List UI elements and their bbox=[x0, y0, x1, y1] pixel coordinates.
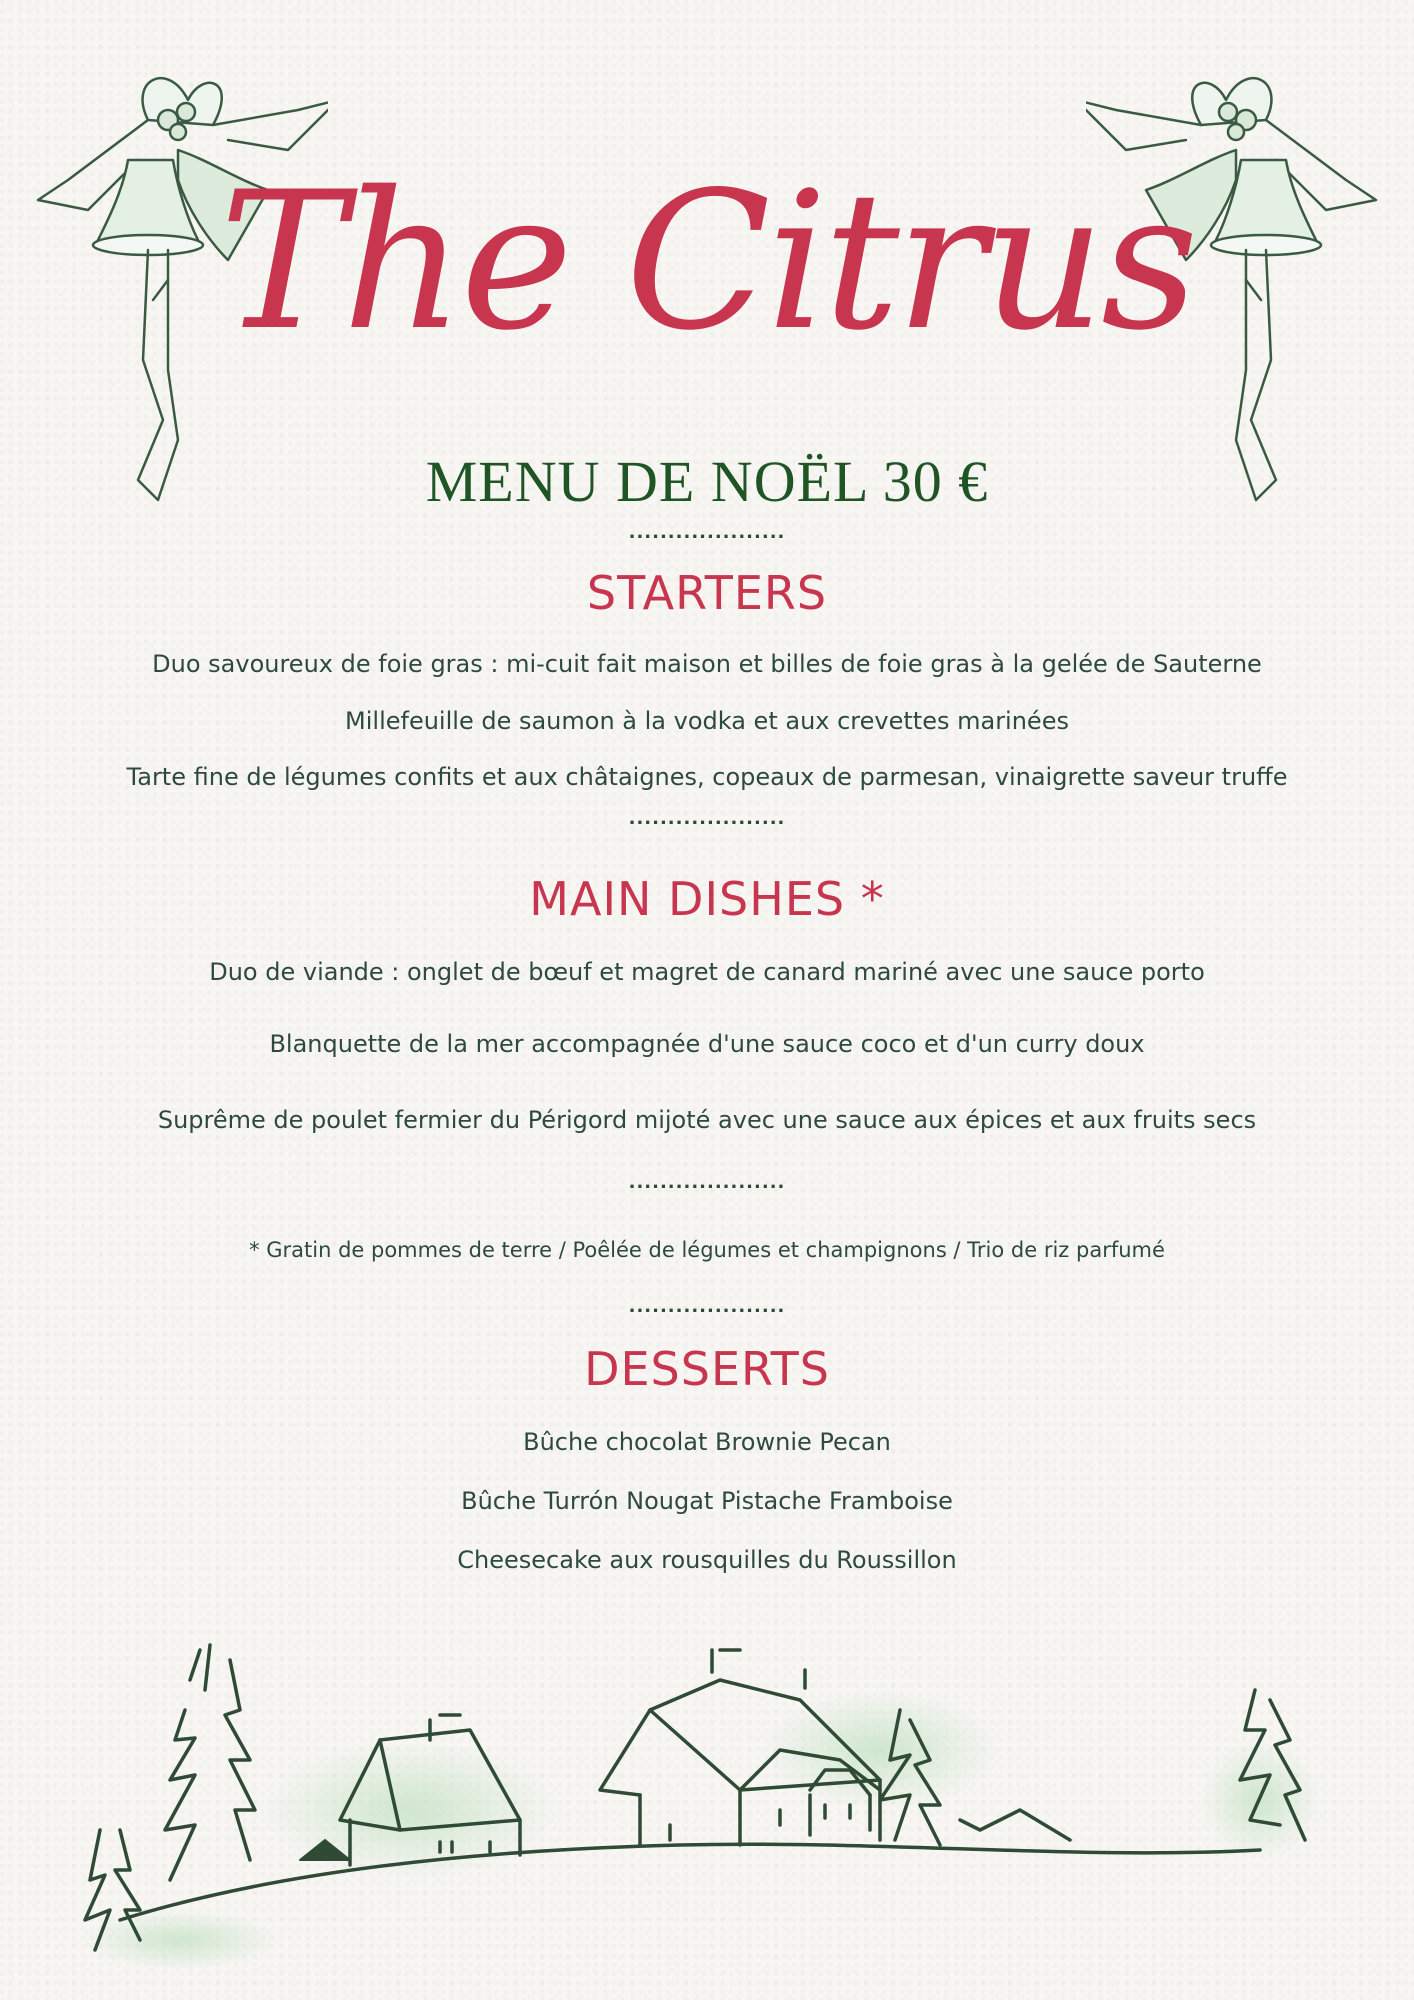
section-heading-main-dishes: MAIN DISHES * bbox=[529, 872, 885, 926]
winter-village-illustration bbox=[80, 1620, 1340, 1980]
divider: .................... bbox=[628, 1296, 786, 1317]
divider: .................... bbox=[628, 522, 786, 543]
side-dishes-note: * Gratin de pommes de terre / Poêlée de légumes et champignons / Trio de riz parfumé bbox=[249, 1238, 1165, 1262]
menu-item: Cheesecake aux rousquilles du Roussillon bbox=[457, 1546, 957, 1574]
restaurant-title: The Citrus bbox=[219, 151, 1195, 372]
menu-item: Tarte fine de légumes confits et aux châtaignes, copeaux de parmesan, vinaigrette saveur truffe bbox=[126, 763, 1288, 791]
section-heading-desserts: DESSERTS bbox=[584, 1342, 830, 1396]
menu-item: Bûche Turrón Nougat Pistache Framboise bbox=[461, 1487, 953, 1515]
section-heading-starters: STARTERS bbox=[586, 566, 828, 620]
menu-item: Duo savoureux de foie gras : mi-cuit fait maison et billes de foie gras à la gelée de Sauterne bbox=[152, 650, 1262, 678]
menu-item: Bûche chocolat Brownie Pecan bbox=[523, 1428, 891, 1456]
menu-item: Blanquette de la mer accompagnée d'une sauce coco et d'un curry doux bbox=[269, 1030, 1145, 1058]
divider: .................... bbox=[628, 808, 786, 829]
menu-item: Millefeuille de saumon à la vodka et aux crevettes marinées bbox=[345, 707, 1069, 735]
menu-item: Suprême de poulet fermier du Périgord mijoté avec une sauce aux épices et aux fruits secs bbox=[157, 1106, 1257, 1134]
divider: .................... bbox=[628, 1172, 786, 1193]
menu-subtitle: MENU DE NOËL 30 € bbox=[425, 449, 989, 514]
menu-item: Duo de viande : onglet de bœuf et magret de canard mariné avec une sauce porto bbox=[209, 958, 1205, 986]
